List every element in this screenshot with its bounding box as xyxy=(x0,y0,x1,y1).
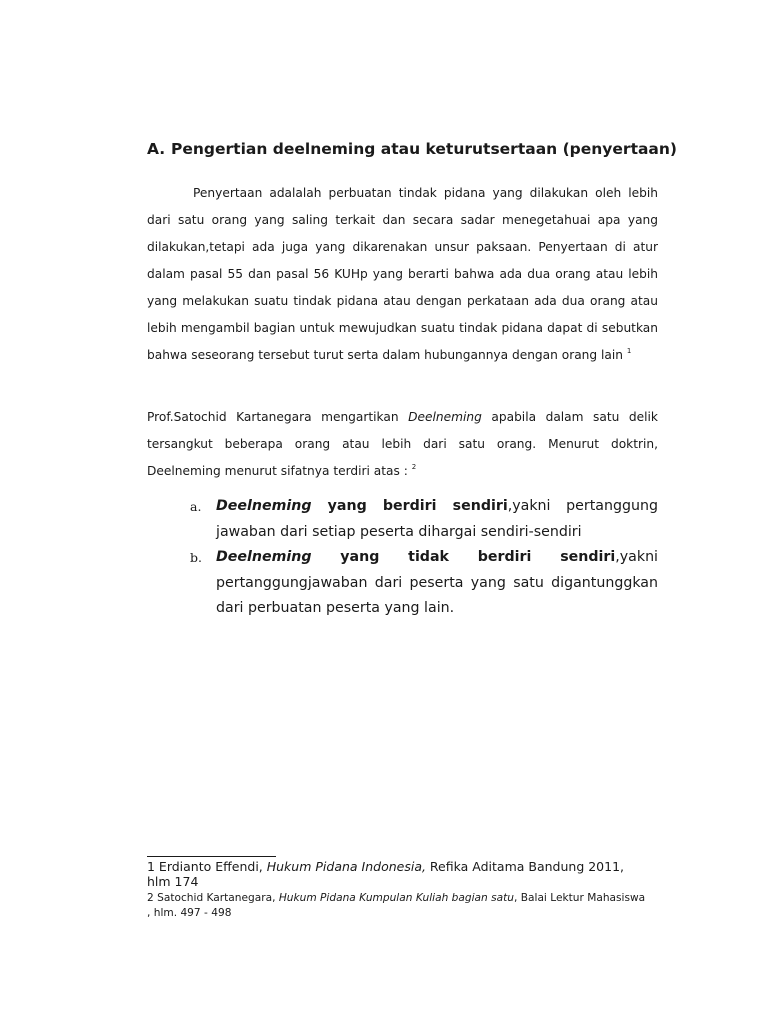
list-item-term: Deelneming xyxy=(216,498,312,514)
paragraph-2-text-before: Prof.Satochid Kartanegara mengartikan xyxy=(147,410,409,424)
footnote-separator xyxy=(147,856,276,857)
footnote-1-title: Hukum Pidana Indonesia, xyxy=(266,859,426,874)
list-item-bold-rest: yang tidak berdiri sendiri xyxy=(311,549,616,565)
list-item-description: ,yakni pertanggung jawaban dari setiap peserta dihargai sendiri-sendiri xyxy=(216,498,658,540)
section-heading xyxy=(147,138,678,160)
footnote-1-rest: Refika Aditama Bandung 2011, hlm 174 xyxy=(147,859,625,889)
list-item-text xyxy=(216,545,658,622)
list-item xyxy=(190,545,658,622)
list-item xyxy=(190,494,658,545)
list-marker: a. xyxy=(190,499,202,514)
list-marker: b. xyxy=(190,550,202,565)
paragraph-2-text-after: apabila dalam satu delik tersangkut beberapa orang atau lebih dari satu orang. Menurut doktrin, Deelneming menurut sifatnya terdiri atas : xyxy=(147,410,658,478)
list-item-bold-rest: yang berdiri sendiri xyxy=(311,498,508,514)
footnote-2-number: 2 xyxy=(147,892,154,904)
footnote-ref-1: 1 xyxy=(626,347,632,355)
footnote-2-rest: , Balai Lektur Mahasiswa , hlm. 497 - 498 xyxy=(147,892,646,919)
footnote-2-author: Satochid Kartanegara, xyxy=(153,892,279,904)
footnote-2-title: Hukum Pidana Kumpulan Kuliah bagian satu xyxy=(278,892,514,904)
deelneming-list xyxy=(190,494,658,622)
paragraph-2-italic-term: Deelneming xyxy=(408,410,482,424)
footnote-1 xyxy=(147,859,647,889)
section-title: Pengertian deelneming atau keturutsertaan (penyertaan) xyxy=(171,140,678,158)
section-letter: A. xyxy=(147,140,166,158)
footnote-ref-2: 2 xyxy=(411,463,417,471)
footnote-1-author: Erdianto Effendi, xyxy=(154,859,267,874)
list-item-term: Deelneming xyxy=(216,549,312,565)
paragraph-1-text: Penyertaan adalalah perbuatan tindak pidana yang dilakukan oleh lebih dari satu orang yang saling terkait dan secara sadar menegetahuai apa yang dilakukan,tetapi ada juga yang dikarenakan unsur paksaan. Penyertaan di atur dalam pasal 55 dan pasal 56 KUHp yang berarti bahwa ada dua orang atau lebih yang melakukan suatu tindak pidana atau dengan perkataan ada dua orang atau lebih mengambil bagian untuk mewujudkan suatu tindak pidana dapat di sebutkan bahwa seseorang tersebut turut serta dalam hubungannya dengan orang lain xyxy=(147,186,658,362)
paragraph-satochid xyxy=(147,404,658,485)
footnote-1-number: 1 xyxy=(147,859,155,874)
list-item-description: ,yakni pertanggungjawaban dari peserta yang satu digantunggkan dari perbuatan peserta yang lain. xyxy=(216,549,658,616)
list-item-text xyxy=(216,494,658,545)
footnote-2 xyxy=(147,891,647,921)
paragraph-penyertaan xyxy=(147,180,658,369)
